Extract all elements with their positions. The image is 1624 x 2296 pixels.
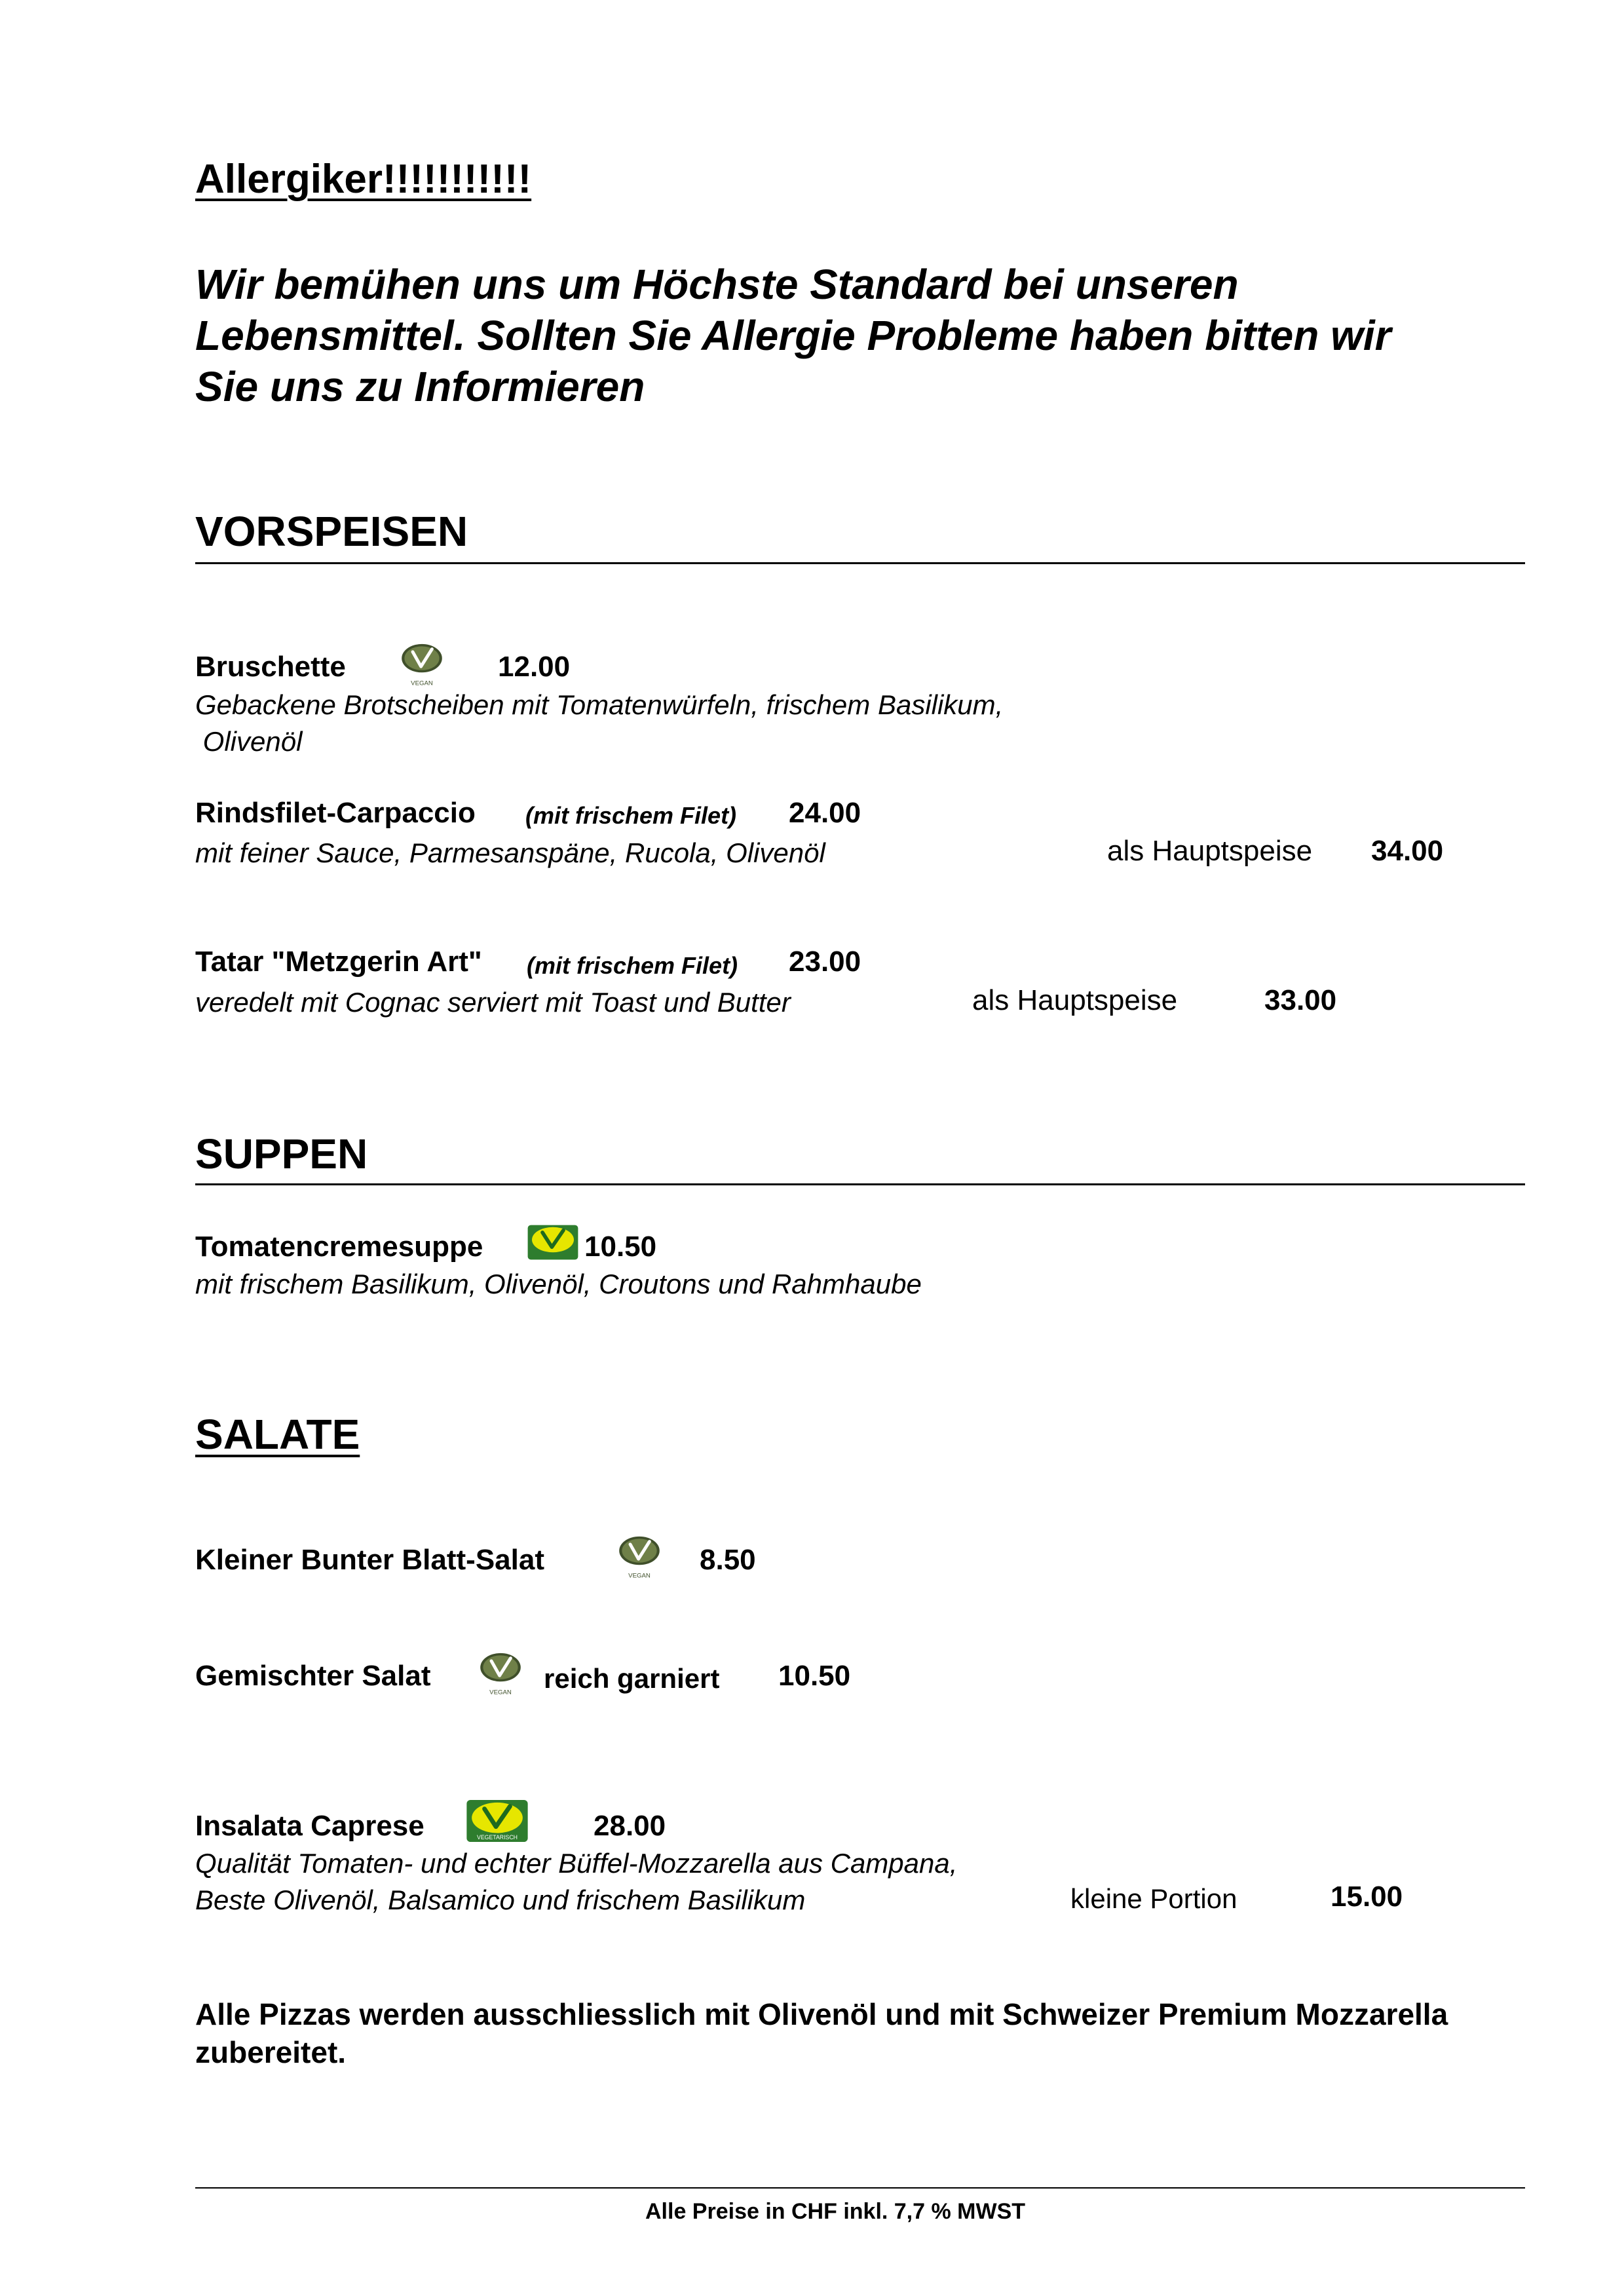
section-heading-salate: SALATE — [195, 1411, 360, 1458]
item-price-caprese: 28.00 — [594, 1810, 666, 1842]
vegan-badge-icon — [611, 1533, 668, 1579]
item-price-blattsalat: 8.50 — [700, 1544, 756, 1576]
item-desc-bruschette — [195, 687, 1003, 760]
pizza-note: Alle Pizzas werden ausschliesslich mit Olivenöl und mit Schweizer Premium Mozzarella zubereitet. — [195, 1997, 1448, 2069]
item-note-tatar: (mit frischem Filet) — [527, 952, 738, 979]
footer-divider — [195, 2187, 1525, 2189]
small-portion-label: kleine Portion — [1070, 1883, 1237, 1914]
vegetarian-badge-text: VEGETARISCH — [477, 1834, 518, 1841]
item-name-caprese: Insalata Caprese — [195, 1810, 425, 1842]
desc-line: Gebackene Brotscheiben mit Tomatenwürfeln, frischem Basilikum, — [195, 689, 1004, 720]
item-price-tatar: 23.00 — [789, 946, 861, 978]
desc-line: Beste Olivenöl, Balsamico und frischem Basilikum — [195, 1885, 806, 1915]
allergy-title: Allergiker!!!!!!!!!!! — [195, 157, 532, 202]
desc-line: Qualität Tomaten- und echter Büffel-Mozzarella aus Campana, — [195, 1848, 958, 1879]
footer-price-note: Alle Preise in CHF inkl. 7,7 % MWST — [645, 2199, 1026, 2224]
section-heading-suppen: SUPPEN — [195, 1130, 368, 1177]
item-price-gemischter-salat: 10.50 — [778, 1660, 851, 1692]
warning-line: Sie uns zu Informieren — [195, 363, 645, 410]
item-name-tatar: Tatar "Metzgerin Art" — [195, 946, 482, 978]
item-name-tomatensuppe: Tomatencremesuppe — [195, 1231, 483, 1263]
vegan-badge-icon — [472, 1650, 529, 1696]
item-name-carpaccio: Rindsfilet-Carpaccio — [195, 797, 476, 829]
main-course-price: 33.00 — [1264, 984, 1337, 1016]
item-price-carpaccio: 24.00 — [789, 797, 861, 829]
warning-line: Wir bemühen uns um Höchste Standard bei unseren — [195, 261, 1239, 308]
item-note-carpaccio: (mit frischem Filet) — [525, 802, 737, 829]
section-heading-vorspeisen: VORSPEISEN — [195, 508, 468, 555]
item-name-blattsalat: Kleiner Bunter Blatt-Salat — [195, 1544, 544, 1576]
allergy-warning — [195, 259, 1571, 412]
item-desc-tomatensuppe: mit frischem Basilikum, Olivenöl, Croutons und Rahmhaube — [195, 1269, 922, 1299]
section-divider — [195, 562, 1525, 564]
item-name-bruschette: Bruschette — [195, 651, 346, 683]
item-desc-tatar: veredelt mit Cognac serviert mit Toast und Butter — [195, 987, 791, 1018]
small-portion-price: 15.00 — [1331, 1881, 1403, 1913]
vegan-badge-icon — [393, 641, 451, 687]
vegetarian-badge-icon — [465, 1799, 529, 1843]
vegan-badge-text: VEGAN — [489, 1689, 512, 1696]
item-desc-carpaccio: mit feiner Sauce, Parmesanspäne, Rucola, Olivenöl — [195, 837, 825, 868]
main-course-label: als Hauptspeise — [972, 984, 1178, 1016]
vegan-badge-text: VEGAN — [628, 1572, 651, 1579]
warning-line: Lebensmittel. Sollten Sie Allergie Probleme haben bitten wir — [195, 312, 1391, 359]
item-price-bruschette: 12.00 — [498, 651, 571, 683]
main-course-price: 34.00 — [1371, 835, 1444, 867]
section-divider — [195, 1183, 1525, 1185]
item-name-gemischter-salat: Gemischter Salat — [195, 1660, 431, 1692]
vegetarian-badge-icon — [527, 1224, 579, 1261]
item-extra-gemischter-salat: reich garniert — [544, 1663, 720, 1694]
desc-line: Olivenöl — [195, 726, 303, 757]
vegan-badge-text: VEGAN — [411, 679, 433, 687]
main-course-label: als Hauptspeise — [1107, 835, 1313, 867]
item-desc-caprese — [195, 1845, 957, 1919]
item-price-tomatensuppe: 10.50 — [584, 1231, 657, 1263]
